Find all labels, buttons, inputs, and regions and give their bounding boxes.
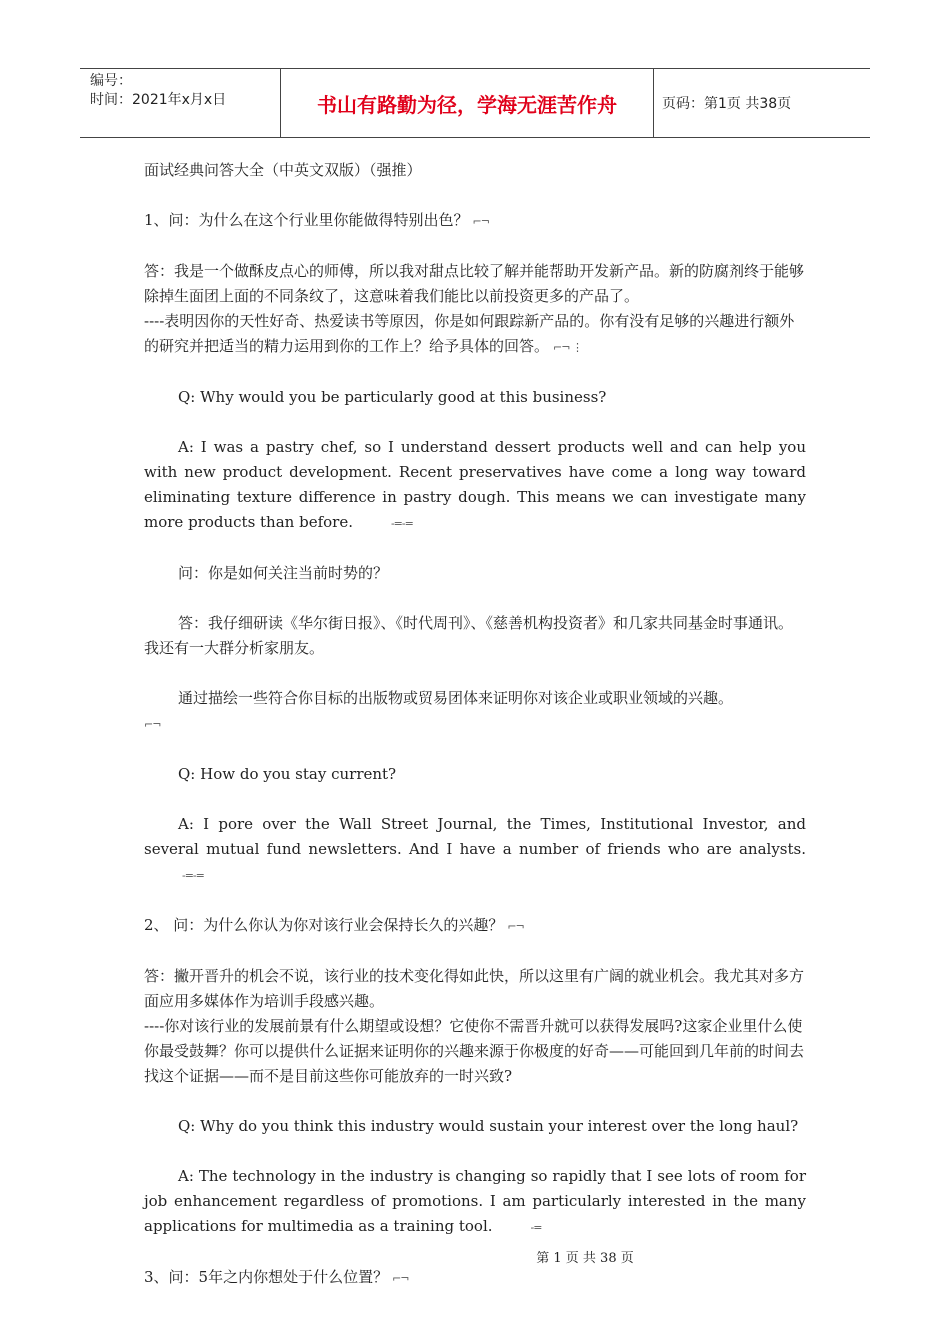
- answer-1-cn: 答：我是一个做酥皮点心的师傅，所以我对甜点比较了解并能帮助开发新产品。新的防腐剂终于能够除掉生面团上面的不同条纹了，这意味着我们能比以前投资更多的产品了。: [144, 262, 805, 305]
- document-date-label: 时间：2021年x月x日: [90, 92, 227, 108]
- question-1b-cn: 问：你是如何关注当前时势的？: [178, 564, 389, 582]
- question-text: 3、问：5年之内你想处于什么位置？: [144, 1268, 389, 1286]
- question-1-cn: [144, 208, 806, 234]
- tip-text: ----表明因你的天性好奇、热爱读书等原因，你是如何跟踪新产品的。你有没有足够的兴趣进行额外的研究并把适当的精力运用到你的工作上？给予具体的回答。: [144, 312, 795, 355]
- footer-page-number: 第 1 页 共 38 页: [536, 1251, 634, 1266]
- page-header: [80, 68, 870, 138]
- edit-mark-icon: ⌐¬: [472, 215, 489, 228]
- question-text: 2、 问：为什么你认为你对该行业会保持长久的兴趣？: [144, 916, 504, 934]
- answer-2-en: [144, 1164, 806, 1240]
- question-3-cn: [144, 1265, 806, 1291]
- edit-mark-icon: -=-=: [390, 517, 413, 530]
- answer-text: A: The technology in the industry is changing so rapidly that I see lots of room for job enhancement regardless of promotions. I am particularly interested in the many applications for multimedia as a training tool.: [144, 1167, 806, 1235]
- edit-mark-icon: ⌐¬: [507, 920, 524, 933]
- tip-text: 通过描绘一些符合你目标的出版物或贸易团体来证明你对该企业或职业领域的兴趣。: [178, 689, 734, 707]
- answer-1b-cn: 答：我仔细研读《华尔街日报》、《时代周刊》、《慈善机构投资者》和几家共同基金时事通讯。我还有一大群分析家朋友。: [144, 614, 794, 657]
- document-title: 面试经典问答大全（中英文双版）（强推）: [144, 161, 422, 179]
- edit-mark-icon: -=: [530, 1221, 542, 1234]
- tip-2: ----你对该行业的发展前景有什么期望或设想？它使你不需晋升就可以获得发展吗?这家企业里什么使你最受鼓舞？你可以提供什么证据来证明你的兴趣来源于你极度的好奇——可能回到几年前的时间去找这个证据——而不是目前这些你可能放弃的一时兴致?: [144, 1017, 805, 1085]
- question-text: 1、问：为什么在这个行业里你能做得特别出色？: [144, 211, 469, 229]
- document-number-label: 编号：: [90, 73, 132, 89]
- edit-mark-icon: ⌐¬: [144, 718, 161, 731]
- edit-mark-icon: ⌐¬: [392, 1272, 409, 1285]
- answer-text: A: I pore over the Wall Street Journal, the Times, Institutional Investor, and several mutual fund newsletters. And I have a number of friends who are analysts.: [144, 815, 806, 858]
- edit-mark-icon: -=-=: [182, 869, 204, 882]
- question-1b-en: Q: How do you stay current?: [178, 765, 397, 783]
- answer-1-en: [144, 435, 806, 536]
- edit-mark-icon: ⌐¬ ⋮: [553, 341, 582, 354]
- question-1-en: Q: Why would you be particularly good at this business?: [178, 388, 607, 406]
- tip-1b: [144, 686, 806, 711]
- answer-text: A: I was a pastry chef, so I understand dessert products well and can help you with new product development. Recent preservatives have come a long way toward eliminating texture difference in pastry dough. This means we can investigate many more products than before.: [144, 438, 806, 531]
- page-info-text: 页码：第1页 共38页: [662, 96, 792, 112]
- tip-1b-mark-line: [144, 711, 806, 737]
- tip-1: [144, 309, 806, 360]
- question-2-en: Q: Why do you think this industry would sustain your interest over the long haul?: [178, 1117, 799, 1135]
- answer-2-cn: 答：撇开晋升的机会不说，该行业的技术变化得如此快，所以这里有广阔的就业机会。我尤其对多方面应用多媒体作为培训手段感兴趣。: [144, 967, 805, 1010]
- motto-text: 书山有路勤为径，学海无涯苦作舟: [317, 92, 617, 117]
- header-meta: [80, 69, 281, 137]
- answer-1b-en: [144, 812, 806, 888]
- page-footer: [0, 1247, 950, 1266]
- document-body: [144, 158, 806, 1291]
- question-2-cn: [144, 913, 806, 939]
- header-page-info: [654, 69, 870, 137]
- header-motto: [281, 69, 654, 137]
